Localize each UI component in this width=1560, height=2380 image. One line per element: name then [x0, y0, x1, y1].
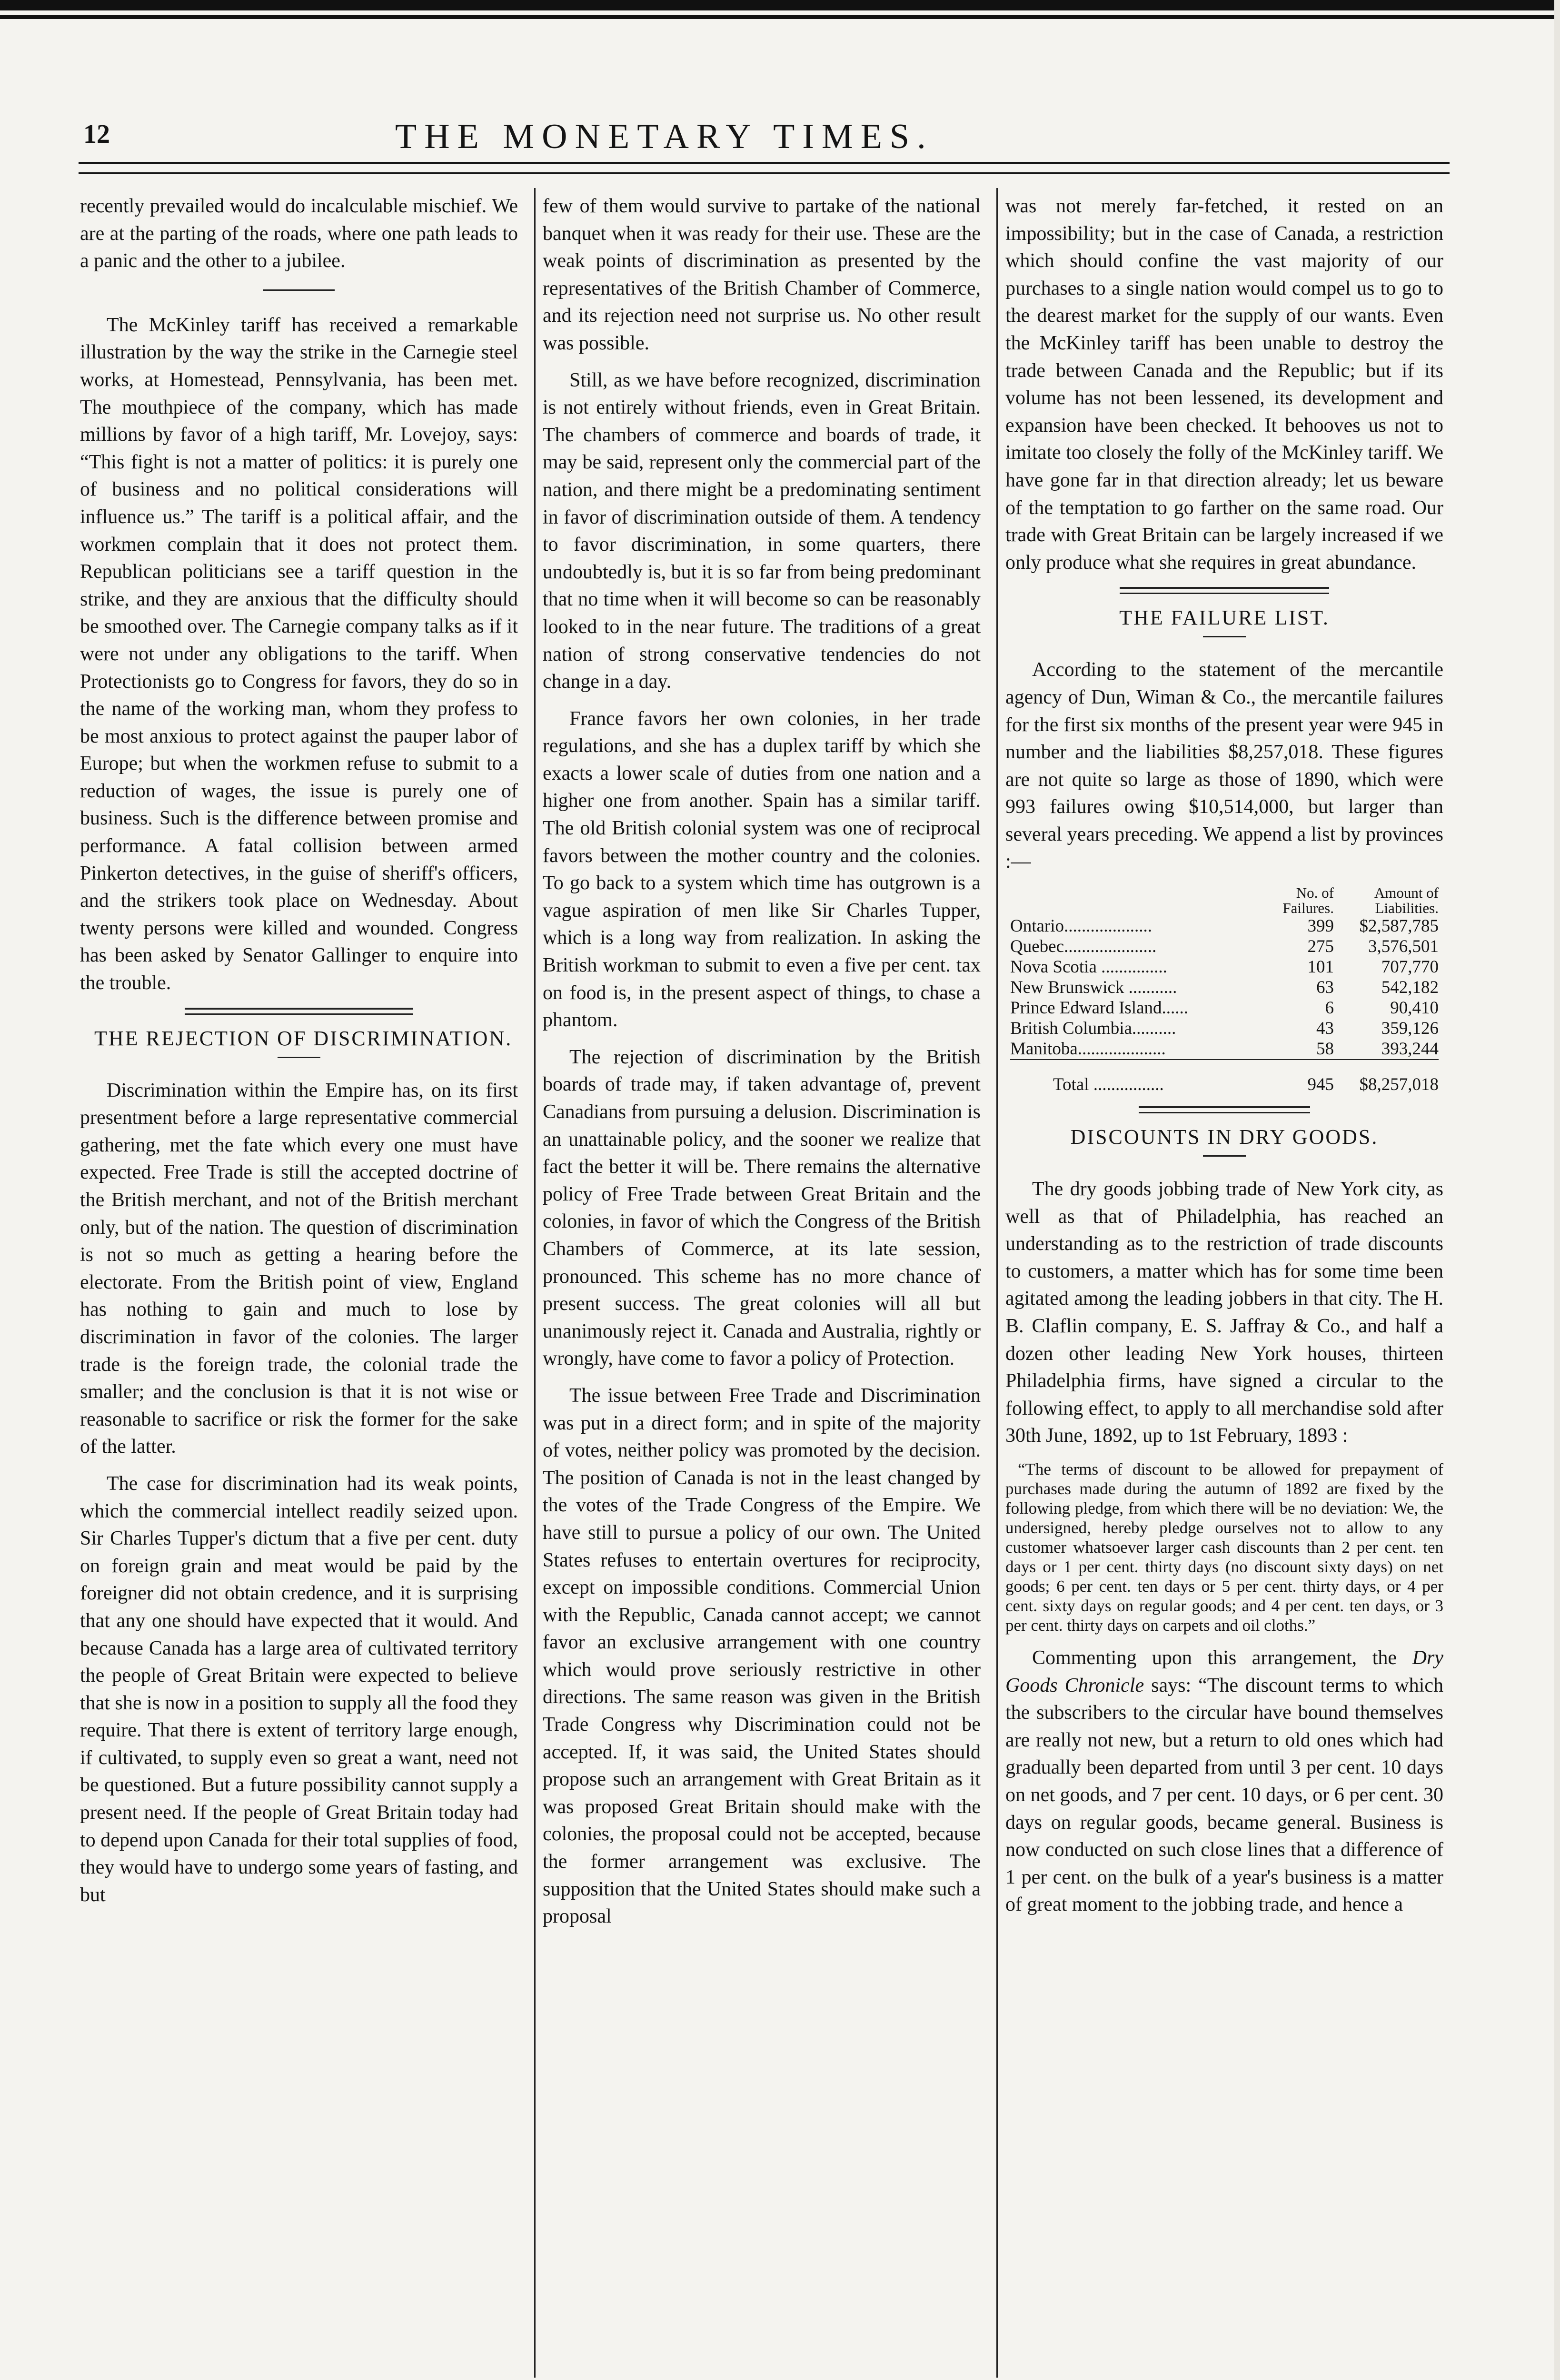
circular-quote: “The terms of discount to be allowed for prepayment of purchases made during the autumn of 1892 are fixed by the following pledge, from which there will be no deviation: We, the undersigned, hereby pledge ourselves not to allow to any customer whatsoever larger cash discounts than 2 per cent. ten days or 1 per cent. thirty days (no discount sixty days) on net goods; 6 per cent. ten days or 5 per cent. thirty days, or 4 per cent. sixty days on regular goods; and 4 per cent. ten days, or 3 per cent. thirty days on carpets and oil cloths.”	[1005, 1460, 1443, 1635]
col1-paragraph: The McKinley tariff has received a remarkable illustration by the way the strike in the Carnegie steel works, at Homestead, Pennsylvania, has been met. The mouthpiece of the company, which has made millions by favor of a high tariff, Mr. Lovejoy, says: “This fight is not a matter of politics: it is purely one of business and no political considerations will influence us.” The tariff is a political affair, and the workmen complain that it does not protect them. Republican politicians see a tariff question in the strike, and they are anxious that the difficulty should be smoothed over. The Carnegie company talks as if it were not under any obligations to the tariff. When Protectionists go to Congress for favors, they do so in the name of the working man, whom they profess to be most anxious to protect against the pauper labor of Europe; but when the workmen refuse to submit to a reduction of wages, the issue is purely one of business. Such is the difference between promise and performance. A fatal collision between armed Pinkerton detectives, in the guise of sheriff's officers, and the strikers took place on Wednesday. About twenty persons were killed and wounded. Congress has been asked by Senator Gallinger to enquire into the trouble.	[80, 314, 518, 994]
column-divider-2	[996, 188, 998, 2378]
masthead-title: THE MONETARY TIMES.	[395, 117, 934, 156]
column-3	[1005, 193, 1443, 1928]
liabilities-amount: 359,126	[1381, 1019, 1439, 1039]
col3-paragraph: According to the statement of the mercantile agency of Dun, Wiman & Co., the mercantile failures for the first six months of the present year were 945 in number and the liabilities $8,257,018. These figures are not quite so large as those of 1890, which were 993 failures owing $10,514,000, but larger than several years preceding. We append a list by provinces :—	[1005, 659, 1443, 873]
col2-paragraph: The issue between Free Trade and Discrimination was put in a direct form; and in spite of the majority of votes, neither policy was promoted by the decision. The position of Canada is not in the least changed by the votes of the Trade Congress of the Empire. We have still to pursue a policy of our own. The United States refuses to entertain overtures for reciprocity, except on impossible conditions. Commercial Union with the Republic, Canada cannot accept; we cannot favor an exclusive arrangement with one country which would prove seriously restrictive in other directions. The same reason was given in the British Trade Congress why Discrimination could not be accepted. If, it was said, the United States should propose such an arrangement with Great Britain as it was proposed Great Britain should make with the colonies, the proposal could not be accepted, because the former arrangement was exclusive. The supposition that the United States should make such a proposal	[543, 1384, 981, 1928]
page-number: 12	[83, 119, 110, 149]
table-row	[1010, 998, 1439, 1018]
province-name: Quebec.....................	[1010, 937, 1157, 957]
failures-count: 58	[1316, 1039, 1334, 1059]
failures-count: 101	[1307, 957, 1334, 977]
failures-count: 6	[1325, 998, 1334, 1018]
column-1	[80, 193, 518, 1918]
province-name: Ontario....................	[1010, 916, 1153, 936]
col1-paragraph: The case for discrimination had its weak points, which the commercial intellect readily seized upon. Sir Charles Tupper's dictum that a five per cent. duty on foreign grain and meat would be paid by the foreigner did not obtain credence, and it is surprising that any one should have expected that it would. And because Canada has a large area of cultivated territory the people of Great Britain were expected to believe that she is now in a position to supply all the food they require. That there is extent of territory large enough, if cultivated, to supply even so great a want, need not be questioned. But a future possibility cannot supply a present need. If the people of Great Britain today had to depend upon Canada for their total supplies of food, they would have to undergo some years of fasting, and but	[80, 1472, 518, 1906]
liabilities-amount: $2,587,785	[1359, 916, 1439, 936]
table-header-row	[1010, 885, 1439, 916]
article-heading-discounts: DISCOUNTS IN DRY GOODS.	[1070, 1125, 1379, 1149]
table-row	[1010, 957, 1439, 977]
paragraph-start: Commenting upon this arrangement, the	[1032, 1647, 1412, 1669]
top-border-rule	[0, 0, 1560, 19]
province-name: Nova Scotia ...............	[1010, 957, 1167, 977]
paragraph-rest: says: “The discount terms to which the subscribers to the circular have bound themselves are really not new, but a return to old ones which had gradually been departed from until 3 per cent. 10 days on net goods, and 7 per cent. 10 days, or 6 per cent. 30 days on regular goods, became general. Business is now conducted on such close lines that a difference of 1 per cent. on the bulk of a year's business is a matter of great moment to the jobbing trade, and hence a	[1005, 1674, 1443, 1916]
failures-count: 43	[1316, 1019, 1334, 1039]
column-header-failures: No. of Failures.	[1282, 884, 1334, 917]
publication-title: Dry Goods Chronicle	[1005, 1647, 1443, 1696]
heading-underline	[1203, 1155, 1246, 1157]
col2-paragraph: Still, as we have before recognized, discrimination is not entirely without friends, even in Great Britain. The chambers of commerce and boards of trade, it may be said, represent only the commercial part of the nation, and there might be a predominating sentiment in favor of discrimination outside of them. A tendency to favor discrimination, in some quarters, there undoubtedly is, but it is so far from being predominant that no time when it will become so can be reasonably looked to in the near future. The traditions of a great nation of strong conservative tendencies do not change in a day.	[543, 369, 981, 693]
page-edge	[1554, 0, 1560, 2380]
province-name: Manitoba....................	[1010, 1039, 1166, 1059]
table-row	[1010, 1039, 1439, 1060]
province-name: British Columbia..........	[1010, 1019, 1176, 1039]
header-rule-top	[79, 162, 1450, 164]
col2-paragraph: The rejection of discrimination by the British boards of trade may, if taken advantage of, prevent Canadians from pursuing a delusion. Discrimination is an unattainable policy, and the sooner we realize that fact the better it will be. There remains the alternative policy of Free Trade between Great Britain and the colonies, in favor of which the Congress of the British Chambers of Commerce, at its late session, pronounced. This scheme has no more chance of present success. The great colonies will all but unanimously reject it. Canada and Australia, rightly or wrongly, have come to favor a policy of Protection.	[543, 1046, 981, 1370]
section-separator	[263, 289, 335, 291]
failures-count: 63	[1316, 978, 1334, 998]
table-row	[1010, 936, 1439, 957]
table-row	[1010, 916, 1439, 936]
column-2	[543, 193, 981, 1940]
column-divider-1	[534, 188, 536, 2378]
liabilities-amount: 542,182	[1381, 978, 1439, 998]
article-heading-discrimination: THE REJECTION OF DISCRIMINATION.	[94, 1026, 513, 1050]
col1-paragraph: Discrimination within the Empire has, on its first presentment before a large representative commercial gathering, met the fate which every one must have expected. Free Trade is still the accepted doctrine of the British merchant, and not of the British merchant only, but of the nation. The question of discrimination is not so much as getting a hearing before the electorate. From the British point of view, England has nothing to gain and much to lose by discrimination in favor of the colonies. The larger trade is the foreign trade, the colonial trade the smaller; and the conclusion is that it is not wise or reasonable to sacrifice or risk the former for the sake of the latter.	[80, 1079, 518, 1458]
table-row	[1010, 1018, 1439, 1039]
total-liabilities: $8,257,018	[1334, 1060, 1439, 1095]
col1-paragraph: recently prevailed would do incalculable mischief. We are at the parting of the roads, where one path leads to a panic and the other to a jubilee.	[80, 195, 518, 272]
total-failures: 945	[1277, 1060, 1334, 1095]
col3-paragraph	[1005, 1645, 1443, 1919]
province-name: New Brunswick ...........	[1010, 978, 1177, 998]
header-rule-bottom	[79, 172, 1450, 174]
col2-paragraph: France favors her own colonies, in her trade regulations, and she has a duplex tariff by which she exacts a lower scale of duties from one nation and a higher one from another. Spain has a similar tariff. The old British colonial system was one of reciprocal favors between the mother country and the colonies. To go back to a system which time has outgrown is a vague aspiration of men like Sir Charles Tupper, which is a long way from realization. In asking the British workman to submit to even a five per cent. tax on food is, in the present aspect of things, to chase a phantom.	[543, 707, 981, 1031]
heading-underline	[278, 1057, 320, 1058]
table-row	[1010, 977, 1439, 998]
province-name: Prince Edward Island......	[1010, 998, 1189, 1018]
liabilities-amount: 393,244	[1381, 1039, 1439, 1059]
top-border-gap	[0, 10, 1560, 15]
failure-table	[1010, 885, 1439, 1095]
total-label: Total ................	[1010, 1060, 1277, 1095]
table-total-row	[1010, 1060, 1439, 1095]
failures-count: 399	[1307, 916, 1334, 936]
liabilities-amount: 3,576,501	[1368, 937, 1439, 957]
double-rule	[185, 1008, 413, 1015]
failures-count: 275	[1307, 937, 1334, 957]
double-rule	[1139, 1106, 1310, 1113]
heading-underline	[1203, 636, 1246, 637]
double-rule	[1120, 587, 1329, 594]
col3-paragraph: The dry goods jobbing trade of New York city, as well as that of Philadelphia, has reached an understanding as to the restriction of trade discounts to customers, a matter which has for some time been agitated among the leading jobbers in that city. The H. B. Claflin company, E. S. Jaffray & Co., and half a dozen other leading New York houses, thirteen Philadelphia firms, have signed a circular to the following effect, to apply to all merchandise sold after 30th June, 1892, up to 1st February, 1893 :	[1005, 1178, 1443, 1447]
col3-paragraph: was not merely far-fetched, it rested on an impossibility; but in the case of Canada, a restriction which should confine the vast majority of our purchases to a single nation would compel us to go to the dearest market for the supply of our wants. Even the McKinley tariff has been unable to destroy the trade between Canada and the Republic; but if its volume has not been lessened, its development and expansion have been checked. It behooves us not to imitate too closely the folly of the McKinley tariff. We have gone far in that direction already; let us beware of the temptation to go farther on the same road. Our trade with Great Britain can be largely increased if we only produce what she requires in great abundance.	[1005, 195, 1443, 574]
liabilities-amount: 707,770	[1381, 957, 1439, 977]
col2-paragraph: few of them would survive to partake of the national banquet when it was ready for their use. These are the weak points of discrimination as presented by the representatives of the British Chamber of Commerce, and its rejection need not surprise us. No other result was possible.	[543, 195, 981, 354]
liabilities-amount: 90,410	[1390, 998, 1439, 1018]
article-heading-failure-list: THE FAILURE LIST.	[1119, 606, 1330, 630]
column-header-liabilities: Amount of Liabilities.	[1374, 884, 1439, 917]
